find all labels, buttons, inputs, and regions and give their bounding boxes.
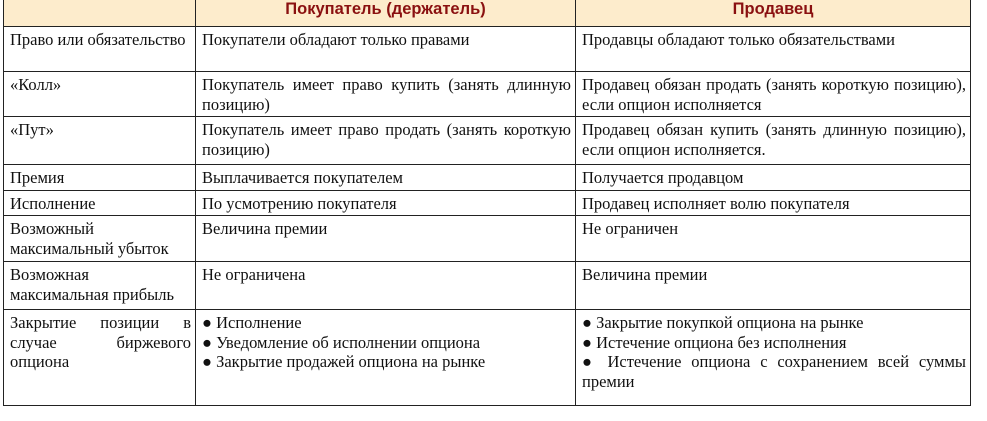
seller-cell: Получается продавцом <box>576 165 971 191</box>
buyer-cell: Покупатель имеет право продать (занять короткую позицию) <box>196 117 576 165</box>
bullet-item: ● Истечение опциона с сохранением всей суммы премии <box>582 352 966 391</box>
table-row <box>4 262 971 310</box>
seller-cell: Продавцы обладают только обязательствами <box>576 27 971 72</box>
table-row <box>4 72 971 117</box>
table-row <box>4 310 971 406</box>
buyer-cell: Покупатель имеет право купить (занять длинную позицию) <box>196 72 576 117</box>
seller-cell: Продавец обязан купить (занять длинную позицию), если опцион исполняется. <box>576 117 971 165</box>
row-label: «Пут» <box>4 117 196 165</box>
header-buyer: Покупатель (держатель) <box>196 0 576 27</box>
table-row <box>4 117 971 165</box>
buyer-cell: Не ограничена <box>196 262 576 310</box>
table-row <box>4 27 971 72</box>
header-empty <box>4 0 196 27</box>
row-label: Возможная максимальная прибыль <box>4 262 196 310</box>
buyer-cell <box>196 310 576 406</box>
row-label: Исполнение <box>4 190 196 216</box>
bullet-item: ● Истечение опциона без исполнения <box>582 332 847 352</box>
row-label: Возможный максимальный убыток <box>4 216 196 262</box>
seller-cell: Продавец исполняет волю покупателя <box>576 190 971 216</box>
header-seller: Продавец <box>576 0 971 27</box>
seller-cell: Величина премии <box>576 262 971 310</box>
table-row <box>4 190 971 216</box>
bullet-item: ● Исполнение <box>202 313 302 332</box>
buyer-cell: По усмотрению покупателя <box>196 190 576 216</box>
buyer-cell: Выплачивается покупателем <box>196 165 576 191</box>
seller-cell: Не ограничен <box>576 216 971 262</box>
row-label: «Колл» <box>4 72 196 117</box>
row-label: Закрытие позиции в случае биржевого опциона <box>4 310 196 406</box>
table-row <box>4 165 971 191</box>
buyer-cell: Покупатели обладают только правами <box>196 27 576 72</box>
options-comparison-table <box>3 0 971 406</box>
bullet-item: ● Уведомление об исполнении опциона <box>202 332 481 352</box>
buyer-cell: Величина премии <box>196 216 576 262</box>
bullet-item: ● Закрытие продажей опциона на рынке <box>202 352 486 371</box>
table-row <box>4 216 971 262</box>
header-row <box>4 0 971 27</box>
row-label: Премия <box>4 165 196 191</box>
seller-cell <box>576 310 971 406</box>
seller-cell: Продавец обязан продать (занять короткую позицию), если опцион исполняется <box>576 72 971 117</box>
bullet-item: ● Закрытие покупкой опциона на рынке <box>582 313 864 332</box>
row-label: Право или обязательство <box>4 27 196 72</box>
